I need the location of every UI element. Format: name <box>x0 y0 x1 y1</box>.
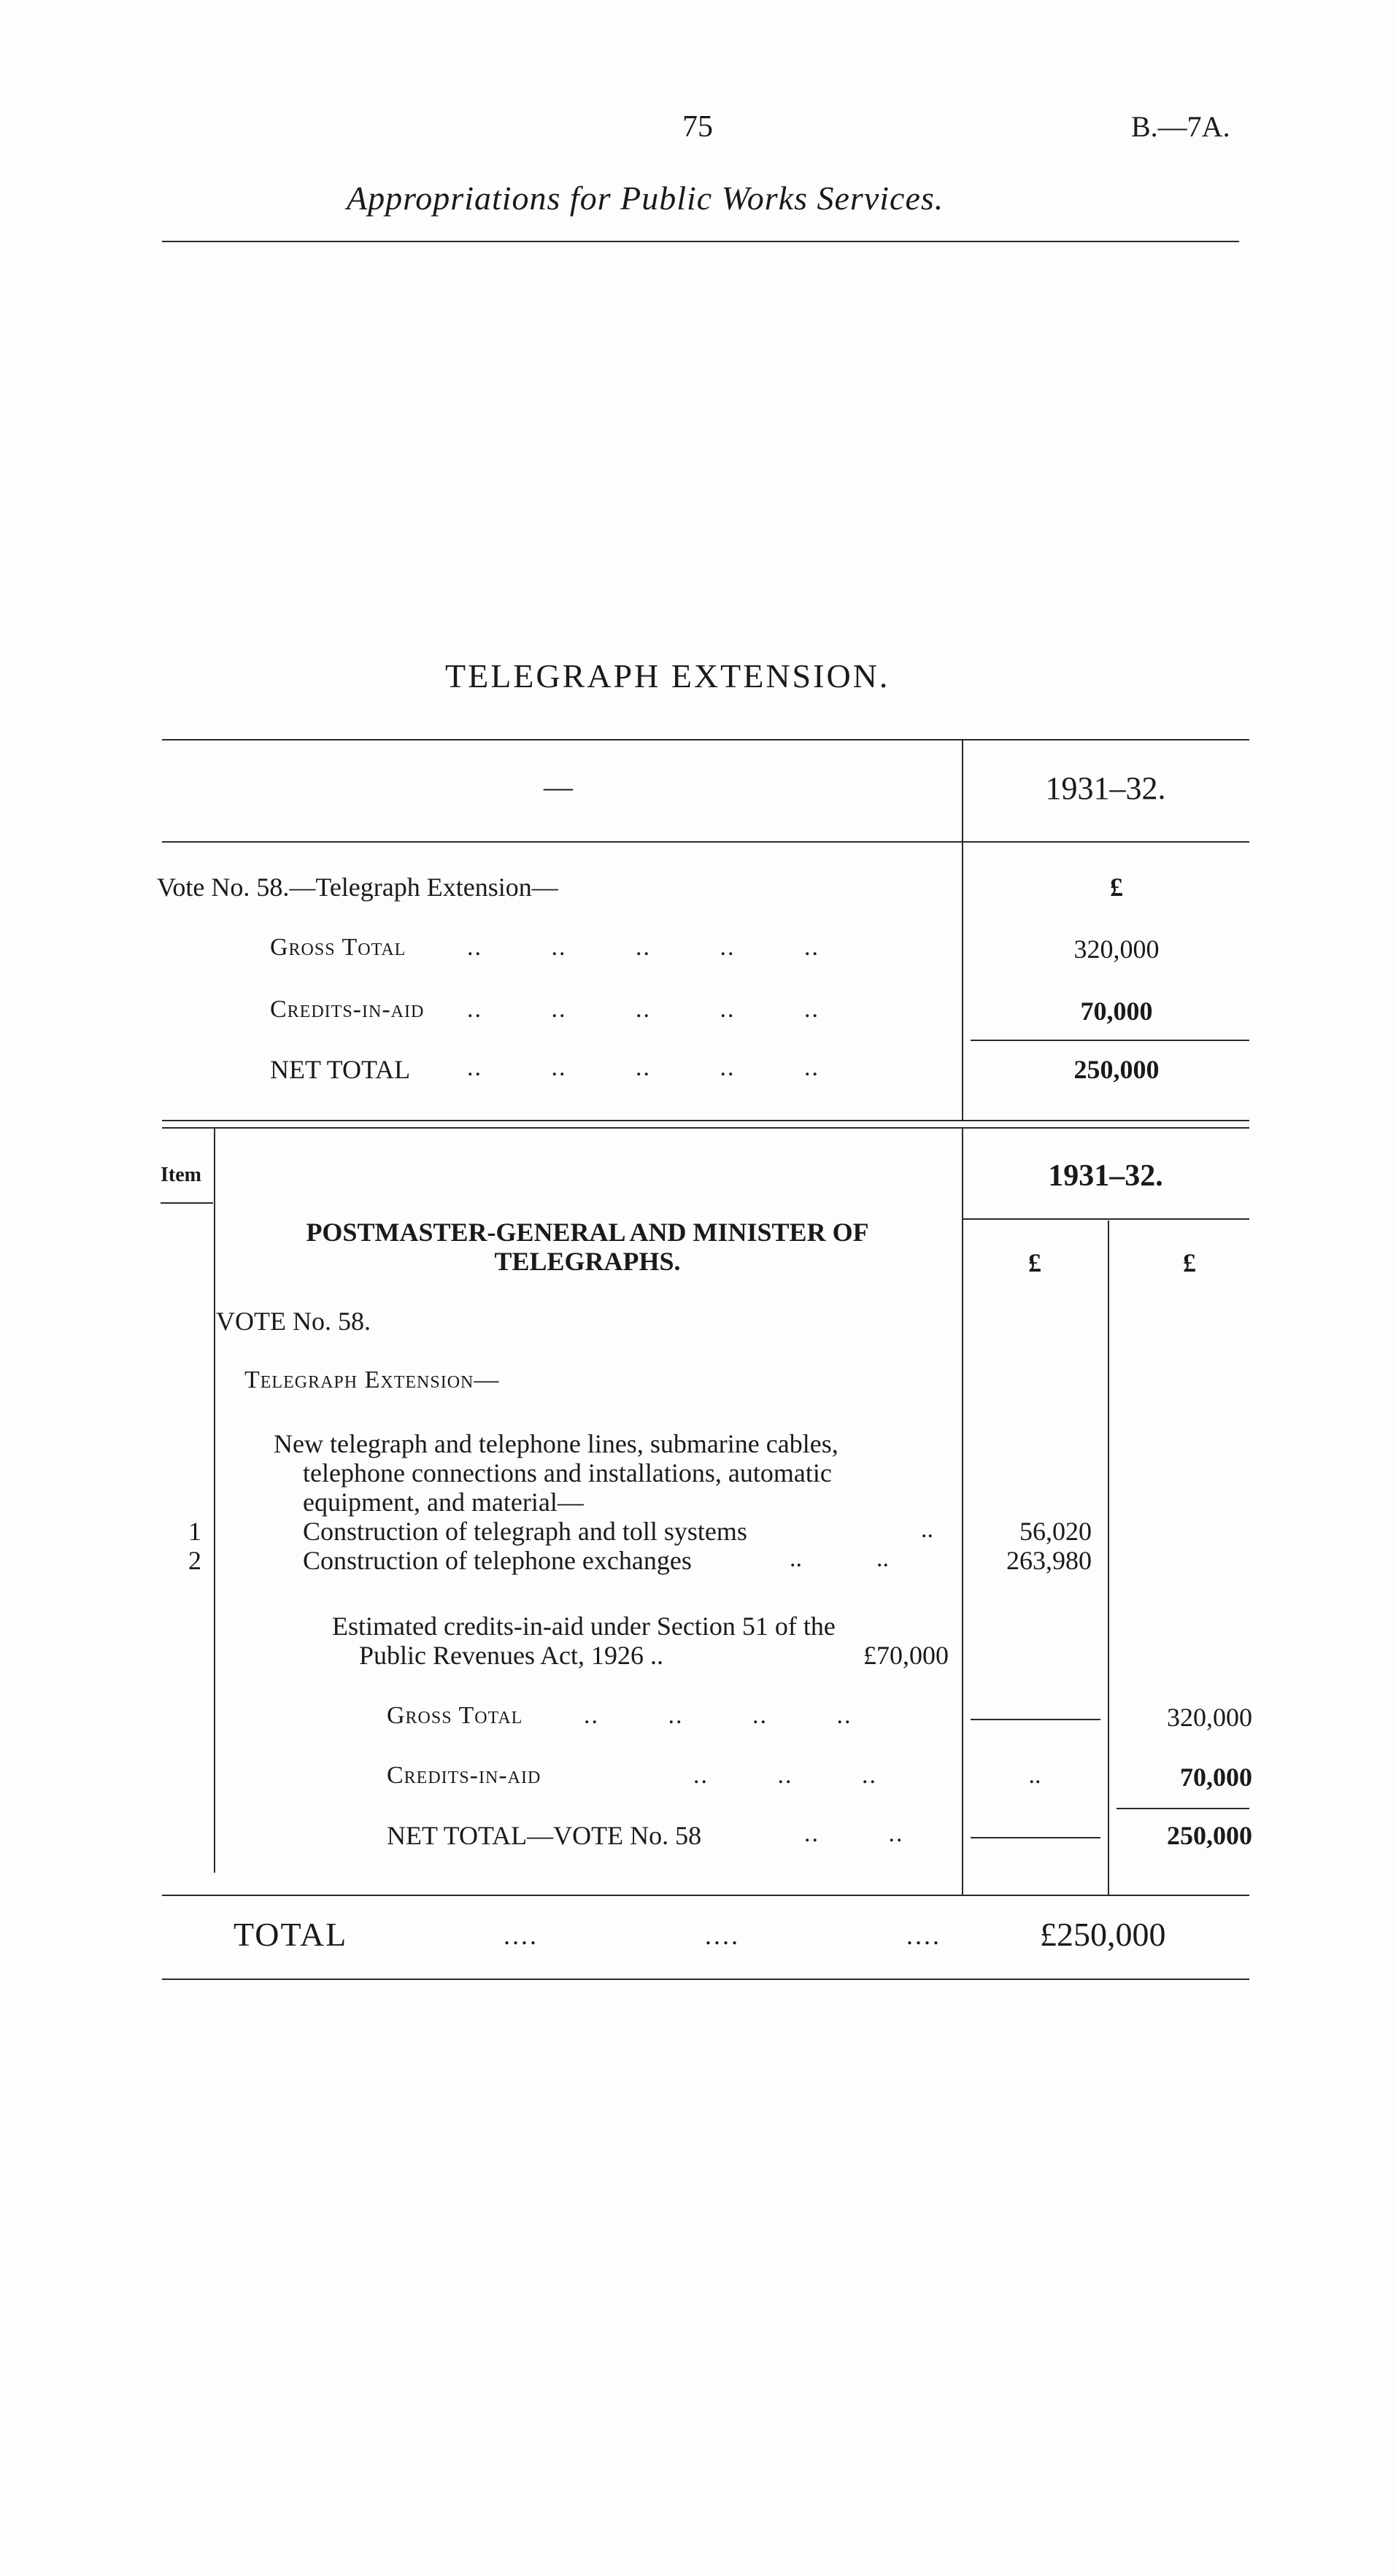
summary-subtotal-rule <box>971 1040 1249 1041</box>
summary-credits-value: 70,000 <box>1080 997 1153 1026</box>
item-leader: .. <box>921 1516 933 1543</box>
item-leader: .. .. <box>790 1545 889 1572</box>
detail-net-label: NET TOTAL—VOTE No. 58 <box>387 1821 702 1850</box>
subhead-telegraph-extension: Telegraph Extension— <box>244 1366 500 1393</box>
header-rule <box>162 241 1239 242</box>
page-number: 75 <box>682 110 713 144</box>
detail-credits-label: Credits-in-aid <box>387 1762 541 1789</box>
ministry-heading-line2: TELEGRAPHS. <box>494 1247 681 1276</box>
detail-gross-value: 320,000 <box>1167 1703 1252 1732</box>
detail-top-rule-1 <box>162 1120 1249 1121</box>
item-header-rule <box>161 1202 213 1204</box>
summary-head-dash: — <box>544 770 573 803</box>
summary-credits-leader: .. .. .. .. .. <box>467 996 820 1023</box>
summary-top-rule <box>162 739 1249 740</box>
summary-vote-label: Vote No. 58.—Telegraph Extension— <box>157 873 558 902</box>
item-label: Construction of telegraph and toll systems <box>303 1517 747 1546</box>
summary-net-label: NET TOTAL <box>270 1055 411 1084</box>
summary-year-header: 1931–32. <box>1045 770 1166 806</box>
detail-year-rule <box>963 1218 1249 1220</box>
detail-net-value: 250,000 <box>1167 1821 1252 1850</box>
document-reference: B.—7A. <box>1131 110 1230 143</box>
item-number: 1 <box>188 1517 201 1546</box>
summary-net-leader: .. .. .. .. .. <box>467 1054 820 1081</box>
item-value: 56,020 <box>1019 1517 1092 1546</box>
summary-net-value: 250,000 <box>1073 1055 1160 1084</box>
summary-credits-label: Credits-in-aid <box>270 996 425 1023</box>
item-number: 2 <box>188 1546 201 1575</box>
credits-note-line2: Public Revenues Act, 1926 .. <box>359 1641 663 1670</box>
detail-currency-col2: £ <box>1183 1248 1196 1277</box>
summary-gross-leader: .. .. .. .. .. <box>467 934 820 961</box>
total-label: TOTAL <box>234 1916 348 1953</box>
detail-top-rule-2 <box>162 1127 1249 1129</box>
page-subtitle: Appropriations for Public Works Services. <box>347 179 944 217</box>
detail-currency-col1: £ <box>1028 1248 1041 1277</box>
summary-header-rule <box>162 841 1249 843</box>
detail-gross-label: Gross Total <box>387 1702 523 1729</box>
vote-heading: VOTE No. 58. <box>216 1307 371 1336</box>
detail-credits-leader: .. .. .. <box>693 1762 877 1789</box>
description-line2: telephone connections and installations, automatic <box>303 1458 832 1488</box>
summary-gross-label: Gross Total <box>270 934 406 961</box>
item-column-header: Item <box>161 1164 201 1186</box>
description-line1: New telegraph and telephone lines, submarine cables, <box>274 1429 838 1458</box>
detail-subcolumn-divider <box>1108 1221 1109 1895</box>
detail-gross-leader: .. .. .. .. <box>584 1702 852 1729</box>
item-label: Construction of telephone exchanges <box>303 1546 692 1575</box>
detail-gross-rule <box>971 1719 1100 1720</box>
ministry-heading-line1: POSTMASTER-GENERAL AND MINISTER OF <box>306 1218 869 1247</box>
credits-note-line1: Estimated credits-in-aid under Section 51 of the <box>332 1612 836 1641</box>
summary-currency: £ <box>1110 873 1123 902</box>
detail-credits-rule <box>1117 1808 1249 1809</box>
detail-net-leader: .. .. <box>804 1820 904 1847</box>
total-top-rule <box>162 1895 1249 1896</box>
detail-year-header: 1931–32. <box>1048 1159 1163 1193</box>
description-line3: equipment, and material— <box>303 1488 584 1517</box>
item-value: 263,980 <box>1006 1546 1092 1575</box>
credits-note-amount: £70,000 <box>863 1641 949 1670</box>
total-bottom-rule <box>162 1979 1249 1980</box>
summary-gross-value: 320,000 <box>1073 935 1160 964</box>
detail-net-rule <box>971 1837 1100 1838</box>
section-title: TELEGRAPH EXTENSION. <box>445 657 890 695</box>
detail-credits-col1: .. <box>1028 1762 1041 1789</box>
total-value: £250,000 <box>1040 1916 1166 1953</box>
total-leader: .... .... .... <box>504 1921 941 1950</box>
detail-credits-value: 70,000 <box>1180 1763 1252 1792</box>
